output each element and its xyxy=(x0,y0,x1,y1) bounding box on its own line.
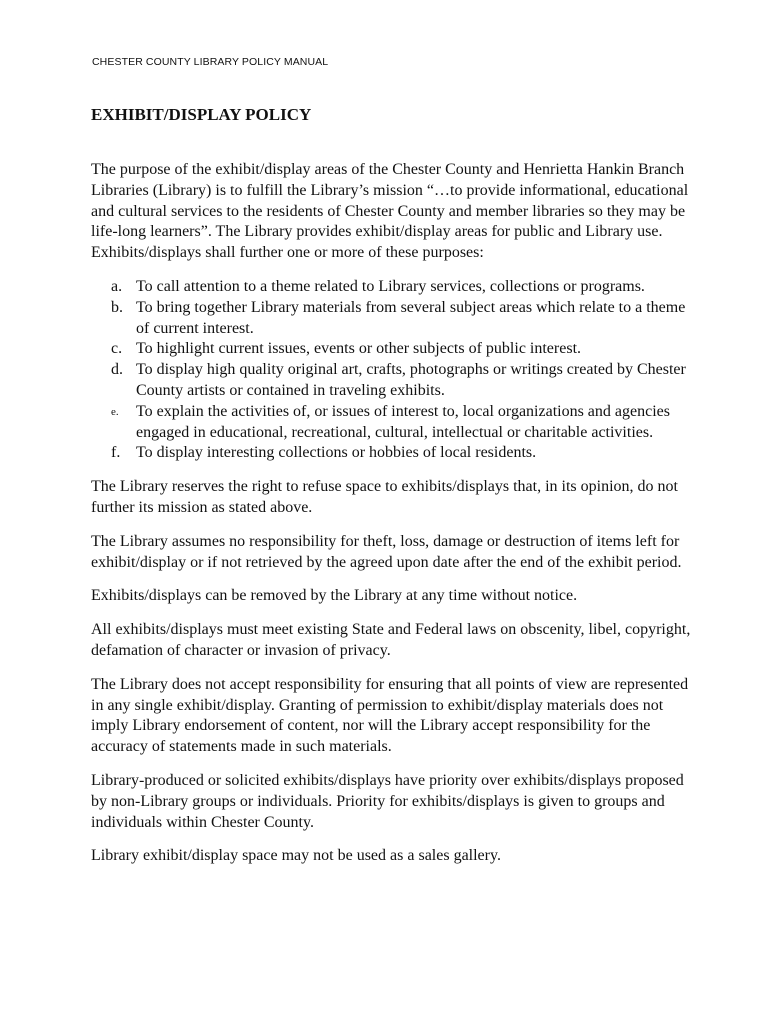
body-paragraph: Library exhibit/display space may not be used as a sales gallery. xyxy=(91,847,501,865)
list-item-text: To display high quality original art, crafts, photographs or writings created by Chester County artists or contained in traveling exhibits. xyxy=(136,361,686,399)
list-item xyxy=(91,360,691,402)
purpose-list xyxy=(91,277,691,464)
list-item-text: To call attention to a theme related to Library services, collections or programs. xyxy=(136,277,645,295)
document-body xyxy=(91,160,691,880)
list-marker: f. xyxy=(111,444,121,462)
list-item xyxy=(91,402,691,444)
list-item xyxy=(91,298,691,340)
body-paragraph: Library-produced or solicited exhibits/displays have priority over exhibits/displays proposed by non-Library groups or individuals. Priority for exhibits/displays is given to groups and individuals within Chester County. xyxy=(91,771,684,831)
body-paragraph: All exhibits/displays must meet existing State and Federal laws on obscenity, libel, copyright, defamation of character or invasion of privacy. xyxy=(91,621,691,659)
intro-paragraph: The purpose of the exhibit/display areas of the Chester County and Henrietta Hankin Branch Libraries (Library) is to fulfill the Library’s mission “…to provide informational, educational and cultural services to the residents of Chester County and member libraries so they may be life-long learners”. The Library provides exhibit/display areas for public and Library use. Exhibits/displays shall further one or more of these purposes: xyxy=(91,161,689,262)
list-marker: a. xyxy=(111,277,123,295)
list-item xyxy=(91,339,691,360)
list-marker: e. xyxy=(111,405,119,418)
body-paragraph: The Library reserves the right to refuse space to exhibits/displays that, in its opinion, do not further its mission as stated above. xyxy=(91,478,678,516)
body-paragraph: The Library does not accept responsibility for ensuring that all points of view are represented in any single exhibit/display. Granting of permission to exhibit/display materials does not imply Library endorsement of content, nor will the Library accept responsibility for the accuracy of statements made in such materials. xyxy=(91,675,689,756)
list-marker: c. xyxy=(111,340,123,358)
list-item-text: To display interesting collections or hobbies of local residents. xyxy=(136,444,537,462)
list-item-text: To explain the activities of, or issues of interest to, local organizations and agencies engaged in educational, recreational, cultural, intellectual or charitable activities. xyxy=(136,402,670,441)
list-item xyxy=(91,277,691,298)
list-item-text: To bring together Library materials from several subject areas which relate to a theme of current interest. xyxy=(136,298,686,337)
running-header: CHESTER COUNTY LIBRARY POLICY MANUAL xyxy=(92,56,329,68)
body-paragraph: Exhibits/displays can be removed by the Library at any time without notice. xyxy=(91,587,578,605)
body-paragraph: The Library assumes no responsibility for theft, loss, damage or destruction of items left for exhibit/display or if not retrieved by the agreed upon date after the end of the exhibit period. xyxy=(91,532,682,571)
policy-title: EXHIBIT/DISPLAY POLICY xyxy=(91,105,312,124)
list-marker: d. xyxy=(111,361,123,379)
list-marker: b. xyxy=(111,298,123,316)
list-item-text: To highlight current issues, events or other subjects of public interest. xyxy=(136,340,582,358)
list-item xyxy=(91,443,691,464)
